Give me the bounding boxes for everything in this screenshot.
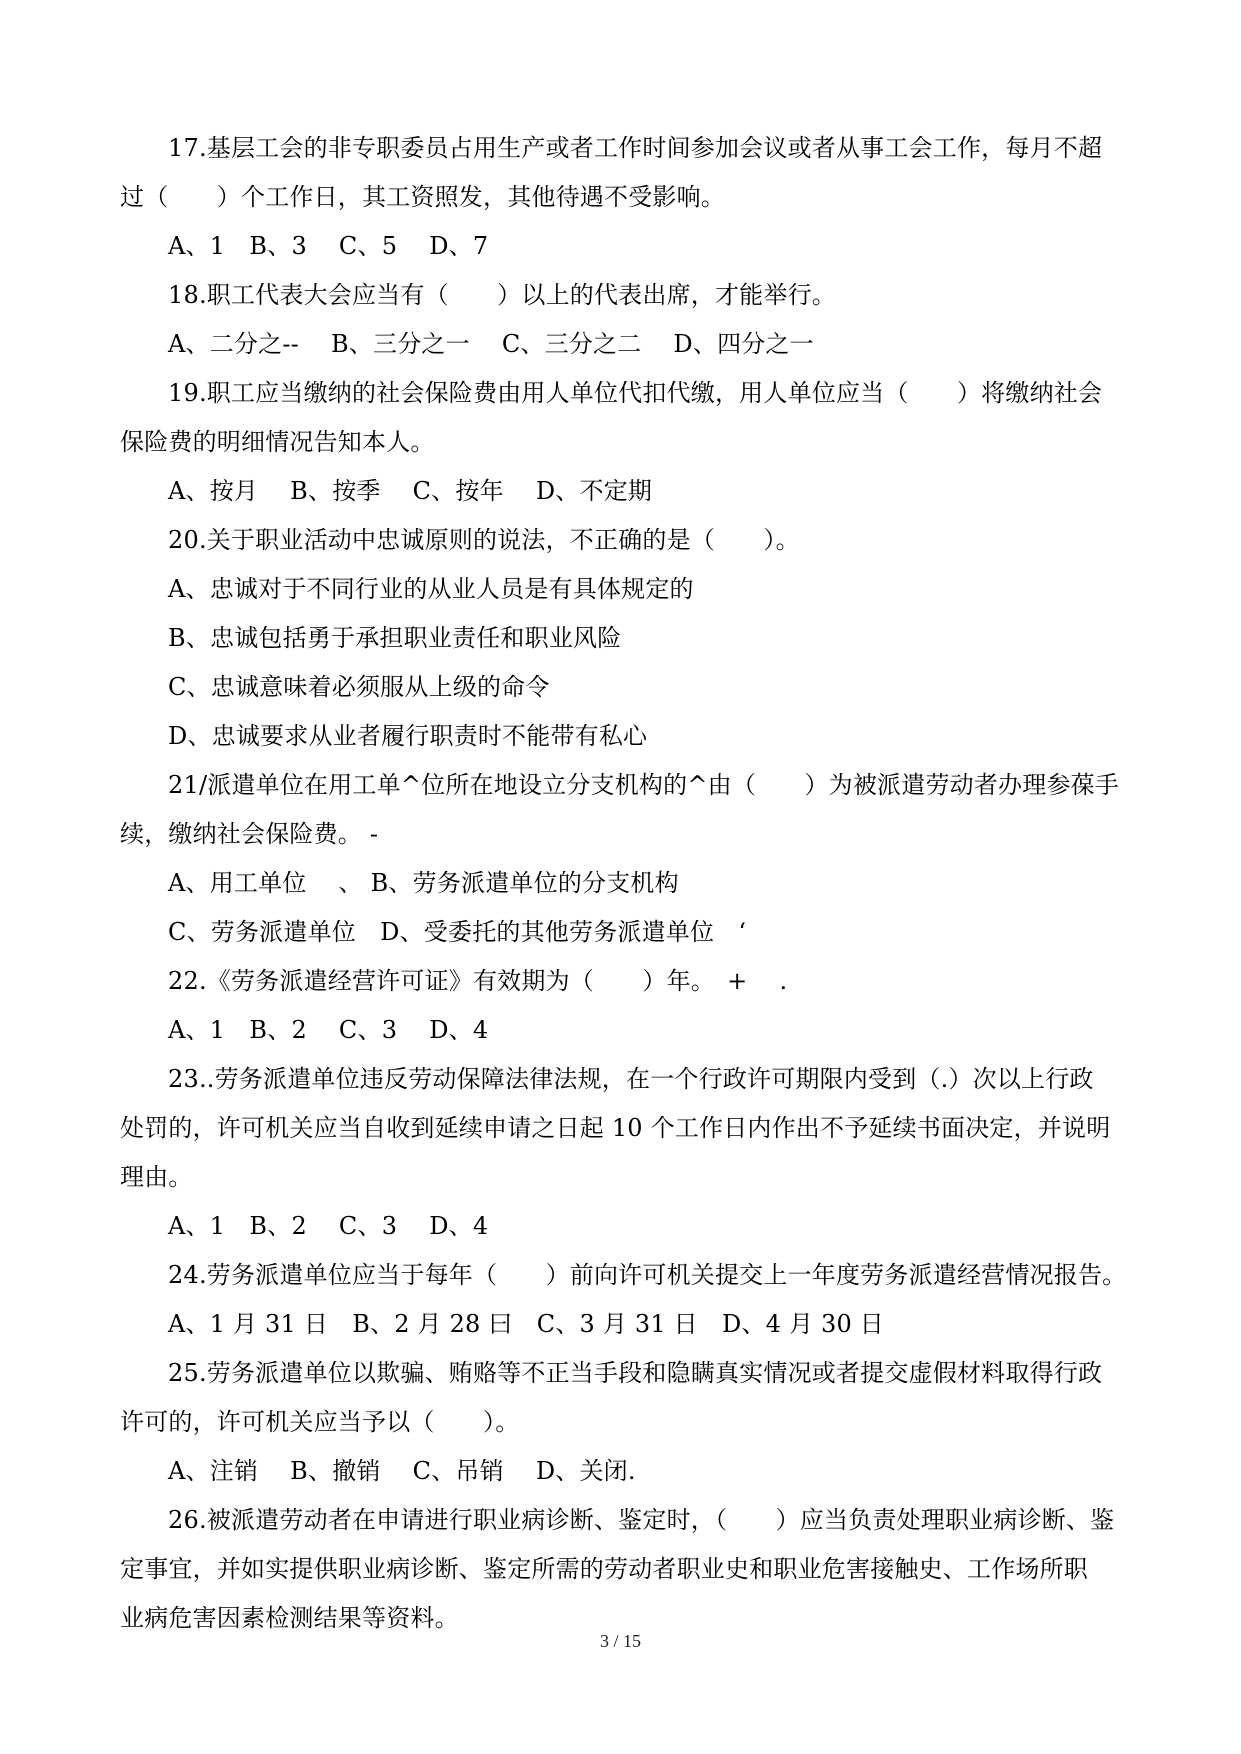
- answer-options: A、用工单位 、 B、劳务派遣单位的分支机构: [168, 869, 679, 897]
- question-text-continued: 理由。: [120, 1163, 193, 1191]
- question-text-continued: 业病危害因素检测结果等资料。: [120, 1604, 459, 1632]
- question-text-continued: 保险费的明细情况告知本人。: [120, 428, 435, 456]
- question-block: [120, 369, 1130, 516]
- question-text-continued: 处罚的，许可机关应当自收到延续申请之日起 10 个工作日内作出不予延续书面决定，并说明: [120, 1114, 1111, 1142]
- answer-options: C、劳务派遣单位 D、受委托的其他劳务派遣单位 ‘: [168, 918, 747, 946]
- question-text-continued: 定事宜，并如实提供职业病诊断、鉴定所需的劳动者职业史和职业危害接触史、工作场所职: [120, 1555, 1088, 1583]
- question-block: [120, 1496, 1130, 1643]
- question-text: 22.《劳务派遣经营许可证》有效期为（ ）年。 + .: [168, 967, 788, 995]
- answer-options: A、忠诚对于不同行业的从业人员是有具体规定的: [168, 575, 694, 603]
- question-block: [120, 271, 1130, 369]
- answer-options: A、二分之-- B、三分之一 C、三分之二 D、四分之一: [168, 330, 814, 358]
- question-text: 25.劳务派遣单位以欺骗、贿赂等不正当手段和隐瞒真实情况或者提交虚假材料取得行政: [168, 1359, 1103, 1387]
- answer-options: A、按月 B、按季 C、按年 D、不定期: [168, 477, 653, 505]
- question-text: 18.职工代表大会应当有（ ）以上的代表出席，才能举行。: [168, 281, 836, 309]
- question-text: 21/派遣单位在用工单^位所在地设立分支机构的^由（ ）为被派遣劳动者办理参葆手: [168, 771, 1120, 799]
- question-text: 20.关于职业活动中忠诚原则的说法，不正确的是（ ）。: [168, 526, 800, 554]
- question-text-continued: 许可的，许可机关应当予以（ ）。: [120, 1408, 520, 1436]
- answer-options: A、1 B、2 C、3 D、4: [168, 1016, 489, 1044]
- answer-options: A、1 B、3 C、5 D、7: [168, 232, 489, 260]
- question-block: [120, 124, 1130, 271]
- answer-options: D、忠诚要求从业者履行职责时不能带有私心: [168, 722, 648, 750]
- question-list: [120, 124, 1130, 1643]
- answer-options: A、1 B、2 C、3 D、4: [168, 1212, 489, 1240]
- question-text: 19.职工应当缴纳的社会保险费由用人单位代扣代缴，用人单位应当（ ）将缴纳社会: [168, 379, 1103, 407]
- question-block: [120, 1251, 1130, 1349]
- question-text-continued: 过（ ）个工作日，其工资照发，其他待遇不受影响。: [120, 183, 725, 211]
- question-block: [120, 1349, 1130, 1496]
- answer-options: A、1 月 31 日 B、2 月 28 曰 C、3 月 31 日 D、4 月 30 日: [168, 1310, 884, 1338]
- question-text: 26.被派遣劳动者在申请进行职业病诊断、鉴定时，（ ）应当负责处理职业病诊断、鉴: [168, 1506, 1115, 1534]
- question-text: 23..劳务派遣单位违反劳动保障法律法规，在一个行政许可期限内受到（.）次以上行政: [168, 1065, 1094, 1093]
- answer-options: C、忠诚意味着必须服从上级的命令: [168, 673, 550, 701]
- question-text: 17.基层工会的非专职委员占用生产或者工作时间参加会议或者从事工会工作，每月不超: [168, 134, 1103, 162]
- answer-options: A、注销 B、撤销 C、吊销 D、关闭.: [168, 1457, 636, 1485]
- question-block: [120, 516, 1130, 761]
- question-block: [120, 1055, 1130, 1251]
- question-text: 24.劳务派遣单位应当于每年（ ）前向许可机关提交上一年度劳务派遣经营情况报告。: [168, 1261, 1127, 1289]
- answer-options: B、忠诚包括勇于承担职业责任和职业风险: [168, 624, 622, 652]
- question-block: [120, 957, 1130, 1055]
- question-block: [120, 761, 1130, 957]
- question-text-continued: 续，缴纳社会保险费。 -: [120, 820, 379, 848]
- page-number: 3 / 15: [599, 1631, 641, 1651]
